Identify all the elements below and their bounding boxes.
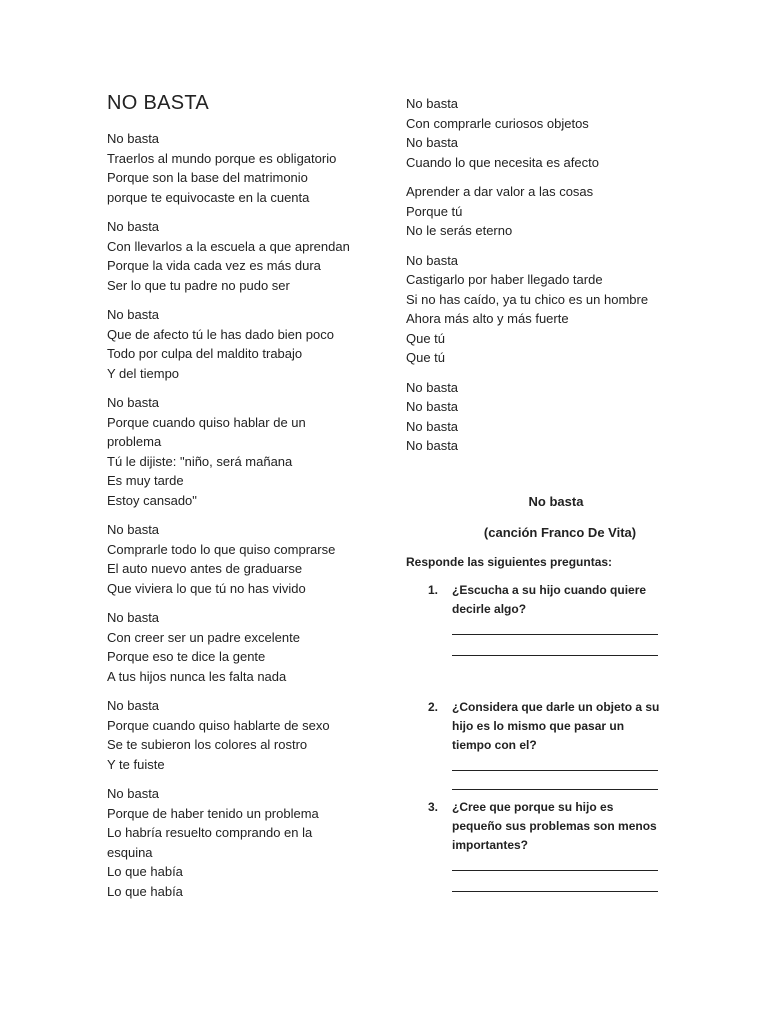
lyrics-stanza	[406, 378, 686, 456]
lyric-line: Que tú	[406, 350, 446, 365]
lyric-line: Que de afecto tú le has dado bien poco	[107, 326, 334, 342]
question-text: ¿Escucha a su hijo cuando quiere decirle algo?	[452, 583, 647, 616]
lyric-line: No basta	[406, 96, 459, 111]
lyric-line: Y del tiempo	[107, 365, 180, 381]
lyrics-stanza	[406, 182, 686, 241]
lyric-line: No basta	[107, 219, 160, 234]
lyric-line: Ser lo que tu padre no pudo ser	[107, 277, 290, 293]
lyric-line: Lo que había	[107, 883, 183, 899]
lyric-line: Porque eso te dice la gente	[107, 649, 266, 664]
song-title: NO BASTA	[107, 92, 210, 114]
lyric-line: A tus hijos nunca les falta nada	[107, 668, 287, 684]
lyric-line: Ahora más alto y más fuerte	[406, 311, 569, 326]
lyric-line: Porque tú	[406, 203, 463, 219]
lyrics-stanza	[107, 393, 367, 510]
worksheet-subtitle: (canción Franco De Vita)	[483, 525, 637, 540]
lyric-line: Que viviera lo que tú no has vivido	[107, 580, 306, 596]
lyric-line: Todo por culpa del maldito trabajo	[107, 346, 303, 361]
question-number: 1.	[428, 583, 439, 597]
lyric-line: Castigarlo por haber llegado tarde	[406, 272, 603, 287]
lyrics-left-column	[107, 129, 367, 911]
lyric-line: Lo habría resuelto comprando en la	[107, 825, 313, 840]
lyrics-stanza	[406, 251, 686, 368]
lyrics-stanza	[107, 784, 367, 901]
lyric-line: No basta	[107, 522, 160, 537]
lyric-line: Con comprarle curiosos objetos	[406, 115, 589, 131]
question-text: ¿Considera que darle un objeto a su hijo es lo mismo que pasar un tiempo con el?	[452, 700, 660, 752]
lyric-line: Porque de haber tenido un problema	[107, 805, 319, 821]
lyric-line: Comprarle todo lo que quiso comprarse	[107, 541, 336, 557]
lyric-line: Tú le dijiste: "niño, será mañana	[107, 453, 293, 469]
lyrics-stanza	[107, 129, 367, 207]
question-list	[406, 581, 668, 892]
answer-line[interactable]	[452, 891, 658, 892]
lyric-line: Si no has caído, ya tu chico es un hombre	[406, 291, 649, 307]
question-number: 3.	[428, 800, 439, 814]
lyric-line: No basta	[107, 786, 160, 801]
question-item	[406, 698, 668, 790]
lyric-line: Con creer ser un padre excelente	[107, 629, 300, 645]
lyric-line: Es muy tarde	[107, 473, 184, 488]
lyric-line: porque te equivocaste en la cuenta	[107, 189, 310, 205]
question-item	[406, 798, 668, 892]
answer-line[interactable]	[452, 870, 658, 871]
lyric-line: Porque cuando quiso hablarte de sexo	[107, 717, 330, 733]
lyric-line: No basta	[406, 135, 459, 150]
lyrics-stanza	[107, 696, 367, 774]
lyric-line: No basta	[406, 252, 459, 268]
answer-line[interactable]	[452, 789, 658, 790]
lyric-line: Se te subieron los colores al rostro	[107, 737, 308, 752]
lyric-line: Lo que había	[107, 864, 183, 879]
lyric-line: Porque cuando quiso hablar de un	[107, 414, 306, 430]
lyric-line: No basta	[107, 610, 160, 625]
question-item	[406, 581, 668, 656]
lyric-line: No basta	[107, 698, 160, 713]
lyric-line: No basta	[107, 395, 160, 410]
worksheet-section	[406, 492, 668, 910]
lyric-line: Porque la vida cada vez es más dura	[107, 258, 321, 273]
lyric-line: No basta	[107, 131, 160, 146]
lyric-line: No basta	[406, 418, 459, 434]
answer-line[interactable]	[452, 655, 658, 656]
worksheet-instruction: Responde las siguientes preguntas:	[406, 555, 613, 569]
lyric-line: No basta	[107, 307, 160, 322]
lyric-line: Cuando lo que necesita es afecto	[406, 154, 599, 170]
lyric-line: Porque son la base del matrimonio	[107, 170, 308, 185]
lyric-line: Con llevarlos a la escuela a que aprendan	[107, 238, 350, 254]
lyric-line: No le serás eterno	[406, 223, 513, 238]
question-text: ¿Cree que porque su hijo es pequeño sus problemas son menos importantes?	[452, 800, 657, 852]
answer-line[interactable]	[452, 770, 658, 771]
lyric-line: No basta	[406, 399, 459, 414]
lyric-line: Traerlos al mundo porque es obligatorio	[107, 150, 337, 166]
lyrics-stanza	[107, 520, 367, 598]
lyric-line: Estoy cansado"	[107, 492, 197, 508]
lyric-line: No basta	[406, 438, 459, 453]
lyrics-stanza	[107, 217, 367, 295]
answer-line[interactable]	[452, 634, 658, 635]
lyrics-stanza	[107, 305, 367, 383]
lyric-line: problema	[107, 434, 162, 449]
worksheet-title: No basta	[528, 494, 584, 509]
lyric-line: Que tú	[406, 330, 446, 346]
lyric-line: esquina	[107, 844, 153, 860]
lyrics-stanza	[406, 94, 686, 172]
question-number: 2.	[428, 700, 439, 714]
lyric-line: No basta	[406, 379, 459, 395]
lyric-line: Y te fuiste	[107, 756, 165, 772]
lyrics-stanza	[107, 608, 367, 686]
lyric-line: El auto nuevo antes de graduarse	[107, 561, 303, 576]
lyric-line: Aprender a dar valor a las cosas	[406, 184, 594, 199]
lyrics-right-column	[406, 94, 686, 466]
